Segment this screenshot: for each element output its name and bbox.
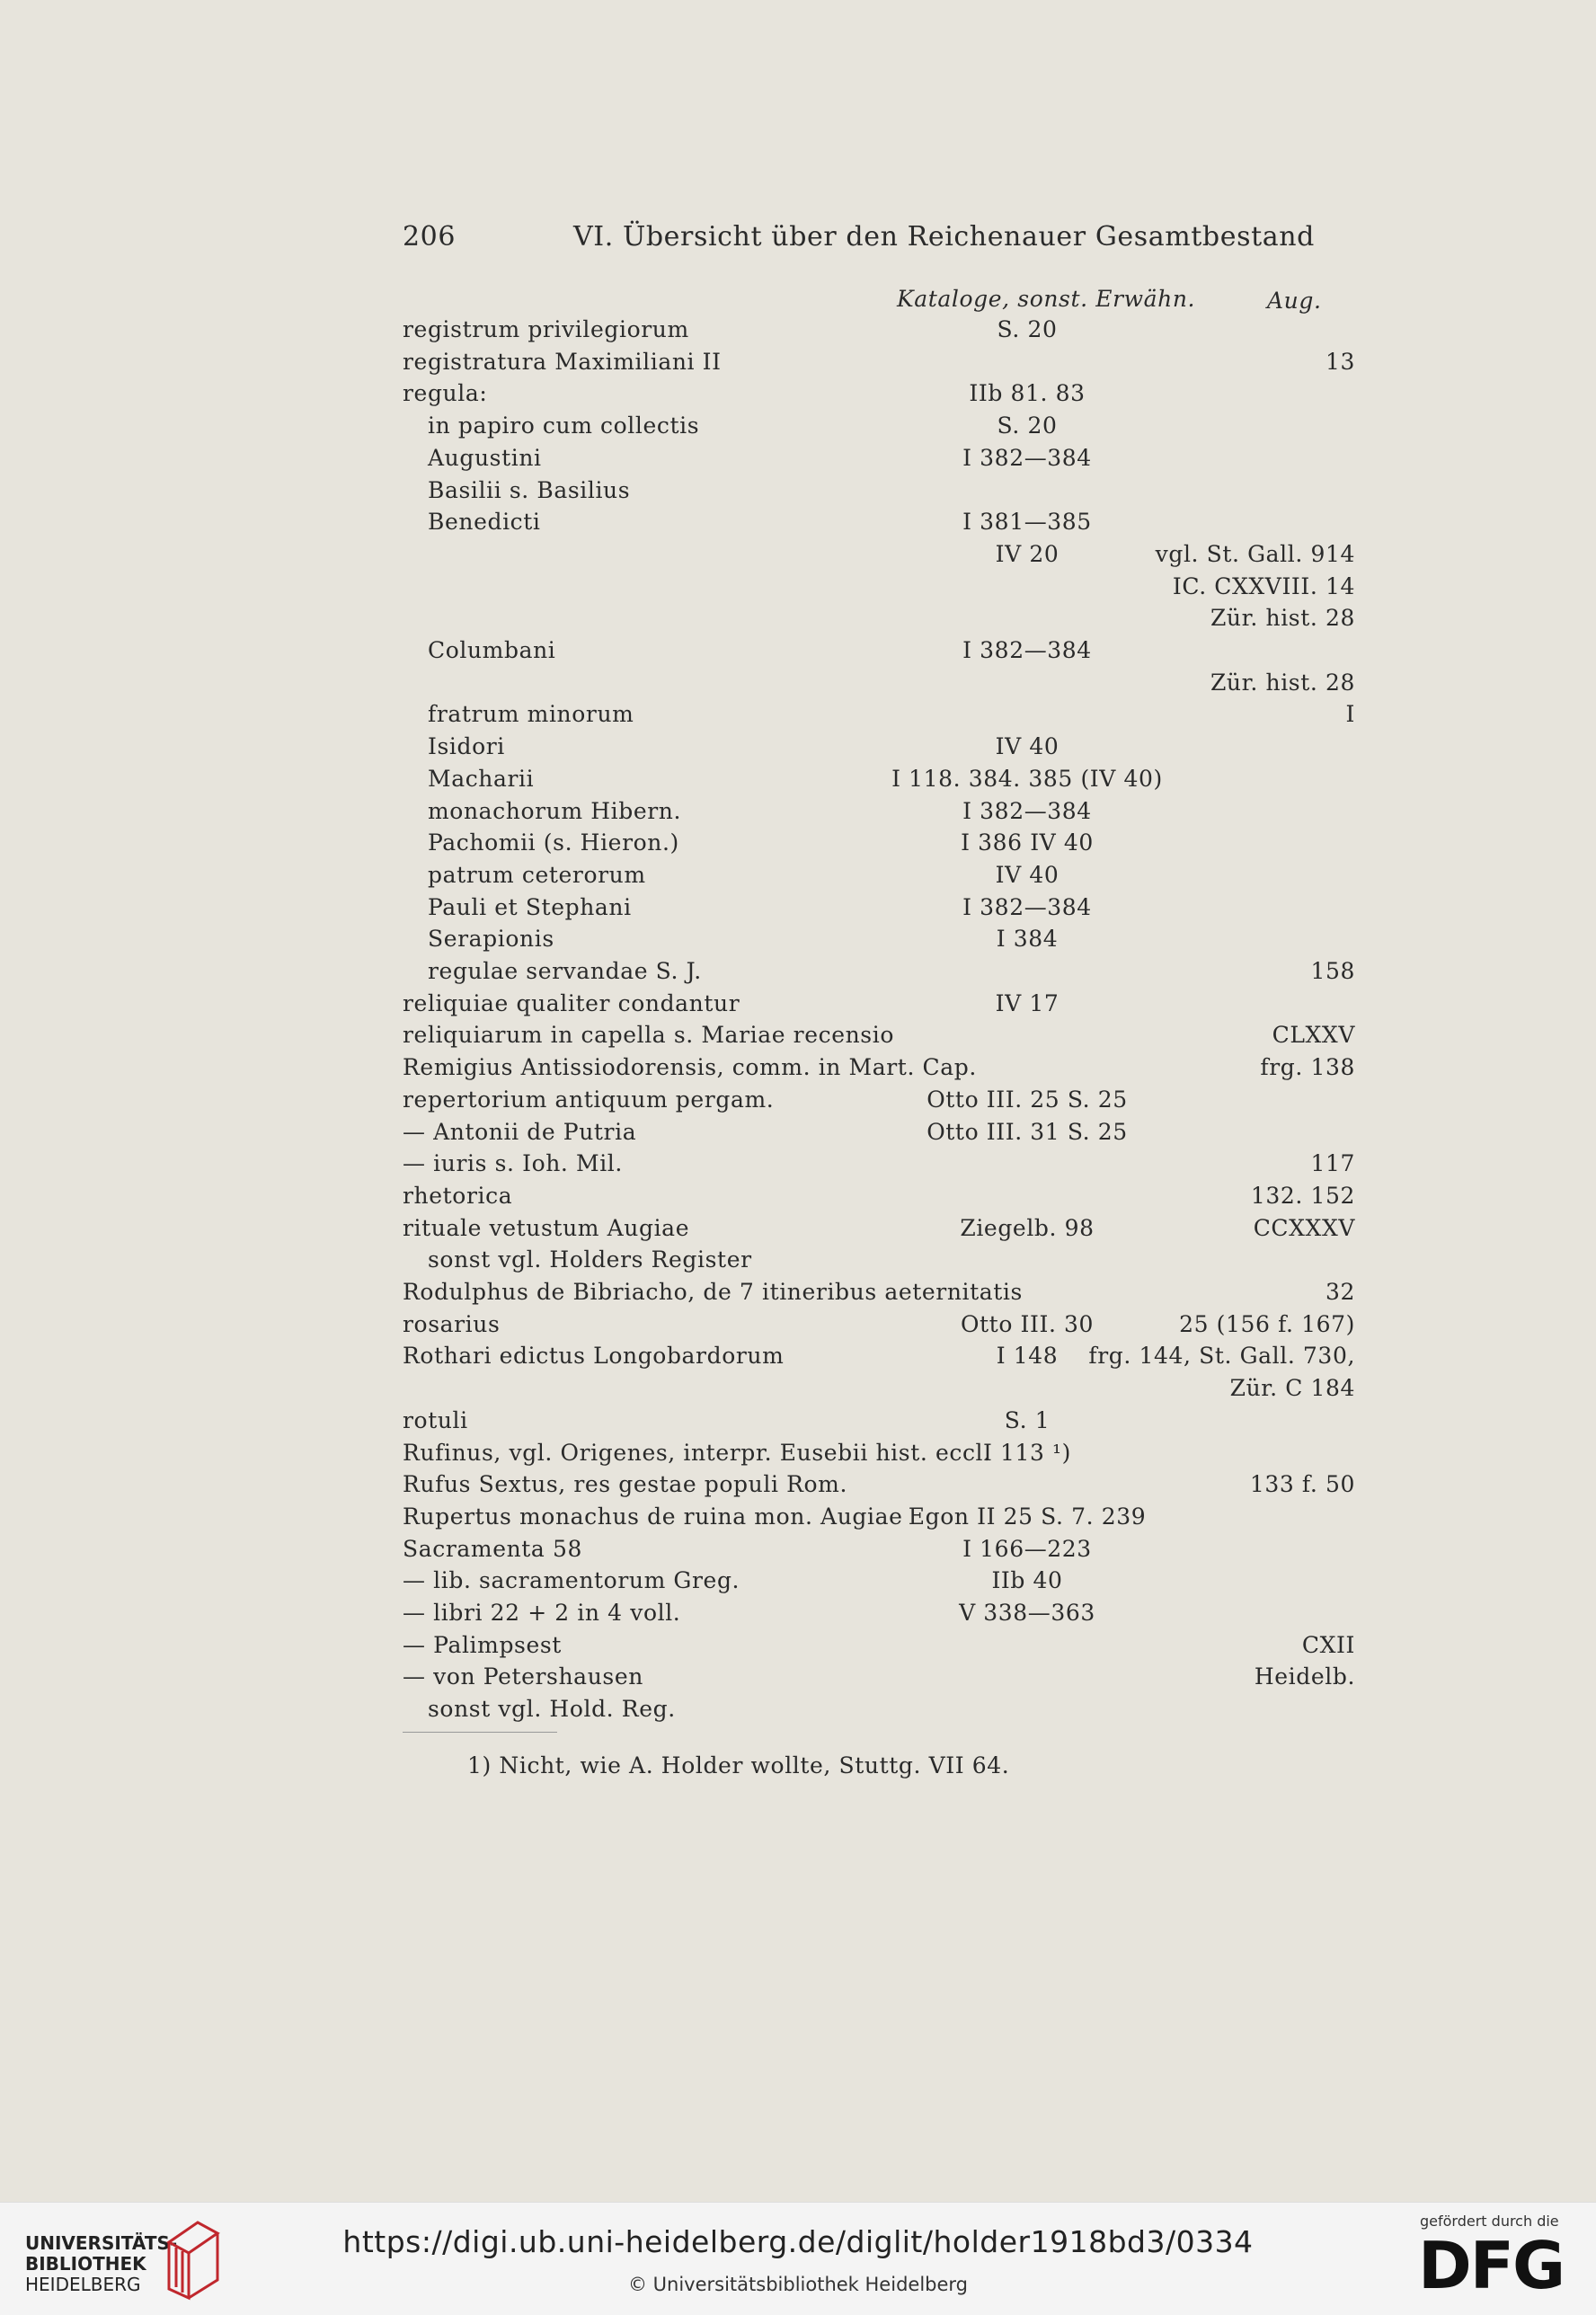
entry-lemma: regulae servandae S. J. — [428, 958, 702, 984]
entry-lemma: Remigius Antissiodorensis, comm. in Mart. Cap. — [403, 1054, 977, 1080]
entry-aug-ref: Heidelb. — [1254, 1663, 1355, 1690]
entry-catalog-ref: I 148 — [996, 1343, 1059, 1369]
entry-lemma: repertorium antiquum pergam. — [403, 1087, 775, 1113]
entry-catalog-ref: I 382—384 — [962, 445, 1092, 471]
library-name-line3: HEIDELBERG — [25, 2274, 141, 2295]
library-name-line2: BIBLIOTHEK — [25, 2253, 146, 2275]
entry-lemma: reliquiae qualiter condantur — [403, 990, 740, 1016]
entry-catalog-ref: I 118. 384. 385 (IV 40) — [891, 766, 1163, 792]
entry-catalog-ref: IV 40 — [995, 862, 1060, 888]
entry-lemma: Rufinus, vgl. Origenes, interpr. Eusebii hist. eccl. — [403, 1440, 991, 1466]
entry-catalog-ref: S. 20 — [997, 412, 1058, 439]
entry-lemma: rituale vetustum Augiae — [403, 1215, 690, 1241]
entry-catalog-ref: I 113 ¹) — [982, 1440, 1072, 1466]
entry-catalog-ref: Otto III. 31 S. 25 — [927, 1119, 1128, 1145]
entry-catalog-ref: Otto III. 25 S. 25 — [927, 1087, 1128, 1113]
entry-aug-ref: Zür. hist. 28 — [1210, 670, 1355, 696]
footnote: 1) Nicht, wie A. Holder wollte, Stuttg. VII 64. — [467, 1752, 1010, 1778]
copyright-notice: © Universitätsbibliothek Heidelberg — [627, 2274, 968, 2295]
entry-lemma: Serapionis — [428, 926, 554, 952]
entry-catalog-ref: IIb 81. 83 — [969, 380, 1086, 406]
entry-lemma: — Antonii de Putria — [403, 1119, 637, 1145]
entry-lemma: Rupertus monachus de ruina mon. Augiae — [403, 1503, 903, 1530]
entry-catalog-ref: IV 17 — [995, 990, 1060, 1016]
entry-lemma: — libri 22 + 2 in 4 voll. — [403, 1600, 681, 1626]
entry-lemma: rhetorica — [403, 1183, 513, 1209]
entry-lemma: monachorum Hibern. — [428, 798, 682, 824]
page-number: 206 — [403, 221, 457, 253]
entry-catalog-ref: V 338—363 — [959, 1600, 1095, 1626]
entry-lemma: — Palimpsest — [403, 1632, 562, 1658]
entry-lemma: Sacramenta 58 — [403, 1536, 582, 1562]
entry-catalog-ref: Ziegelb. 98 — [960, 1215, 1095, 1241]
entry-lemma: rotuli — [403, 1407, 468, 1433]
entry-aug-ref: 132. 152 — [1250, 1183, 1355, 1209]
entry-catalog-ref: Egon II 25 S. 7. 239 — [908, 1503, 1147, 1530]
entry-lemma: Benedicti — [428, 509, 541, 535]
entry-aug-ref: Zür. C 184 — [1229, 1375, 1355, 1401]
entry-catalog-ref: I 381—385 — [962, 509, 1092, 535]
library-name-line1: UNIVERSITÄTS- — [25, 2232, 178, 2254]
entry-catalog-ref: Otto III. 30 — [960, 1311, 1095, 1337]
entry-catalog-ref: I 382—384 — [962, 798, 1092, 824]
entry-lemma: Augustini — [428, 445, 542, 471]
running-title: VI. Übersicht über den Reichenauer Gesamtbestand — [573, 221, 1315, 253]
column-header-aug: Aug. — [1267, 288, 1322, 314]
footnote-rule — [403, 1732, 557, 1733]
entry-catalog-ref: IV 20 — [995, 541, 1060, 567]
entry-lemma: patrum ceterorum — [428, 862, 646, 888]
entry-aug-ref: 117 — [1310, 1150, 1355, 1176]
entry-catalog-ref: S. 1 — [1004, 1407, 1051, 1433]
entry-aug-ref: frg. 138 — [1260, 1054, 1355, 1080]
funding-note: gefördert durch die — [1420, 2213, 1559, 2230]
entry-aug-ref: I — [1345, 701, 1355, 727]
entry-catalog-ref: S. 20 — [997, 316, 1058, 342]
entry-catalog-ref: I 166—223 — [962, 1536, 1092, 1562]
entry-lemma: sonst vgl. Holders Register — [428, 1246, 752, 1273]
dfg-logo[interactable]: DFG — [1418, 2228, 1565, 2303]
entry-catalog-ref: IIb 40 — [991, 1567, 1063, 1593]
entry-lemma: registratura Maximiliani II — [403, 349, 722, 375]
entry-lemma: — lib. sacramentorum Greg. — [403, 1567, 740, 1593]
entry-aug-ref: 13 — [1325, 349, 1355, 375]
entry-lemma: Basilii s. Basilius — [428, 477, 631, 503]
entry-lemma: sonst vgl. Hold. Reg. — [428, 1696, 676, 1722]
entry-lemma: Pauli et Stephani — [428, 894, 632, 920]
entry-lemma: Rothari edictus Longobardorum — [403, 1343, 785, 1369]
entry-aug-ref: 133 f. 50 — [1249, 1471, 1355, 1497]
entry-aug-ref: CXII — [1301, 1632, 1355, 1658]
entry-lemma: rosarius — [403, 1311, 501, 1337]
entry-catalog-ref: I 382—384 — [962, 637, 1092, 663]
entry-lemma: reliquiarum in capella s. Mariae recensio — [403, 1022, 894, 1048]
entry-lemma: regula: — [403, 380, 488, 406]
entry-lemma: Rodulphus de Bibriacho, de 7 itineribus aeternitatis — [403, 1279, 1023, 1305]
entry-lemma: fratrum minorum — [428, 701, 634, 727]
entry-lemma: — von Petershausen — [403, 1663, 643, 1690]
column-header-kataloge: Kataloge, sonst. Erwähn. — [897, 286, 1196, 312]
entry-aug-ref: 25 (156 f. 167) — [1179, 1311, 1355, 1337]
entry-lemma: registrum privilegiorum — [403, 316, 689, 342]
entry-aug-ref: CCXXXV — [1253, 1215, 1355, 1241]
entry-aug-ref: vgl. St. Gall. 914 — [1155, 541, 1355, 567]
entry-lemma: Columbani — [428, 637, 556, 663]
entry-lemma: Macharii — [428, 766, 535, 792]
entry-lemma: Rufus Sextus, res gestae populi Rom. — [403, 1471, 848, 1497]
entry-aug-ref: 32 — [1325, 1279, 1355, 1305]
entry-lemma: in papiro cum collectis — [428, 412, 700, 439]
entry-lemma: Pachomii (s. Hieron.) — [428, 829, 679, 856]
entry-lemma: Isidori — [428, 733, 505, 759]
entry-aug-ref: 158 — [1310, 958, 1355, 984]
entry-aug-ref: frg. 144, St. Gall. 730, — [1088, 1343, 1355, 1369]
entry-catalog-ref: IV 40 — [995, 733, 1060, 759]
entry-aug-ref: Zür. hist. 28 — [1210, 605, 1355, 631]
entry-catalog-ref: I 386 IV 40 — [961, 829, 1094, 856]
entry-catalog-ref: I 384 — [996, 926, 1059, 952]
entry-aug-ref: CLXXV — [1272, 1022, 1355, 1048]
entry-catalog-ref: I 382—384 — [962, 894, 1092, 920]
entry-lemma: — iuris s. Ioh. Mil. — [403, 1150, 623, 1176]
permalink-url[interactable]: https://digi.ub.uni-heidelberg.de/diglit/holder1918bd3/0334 — [342, 2224, 1254, 2259]
entry-aug-ref: IC. CXXVIII. 14 — [1172, 573, 1355, 599]
